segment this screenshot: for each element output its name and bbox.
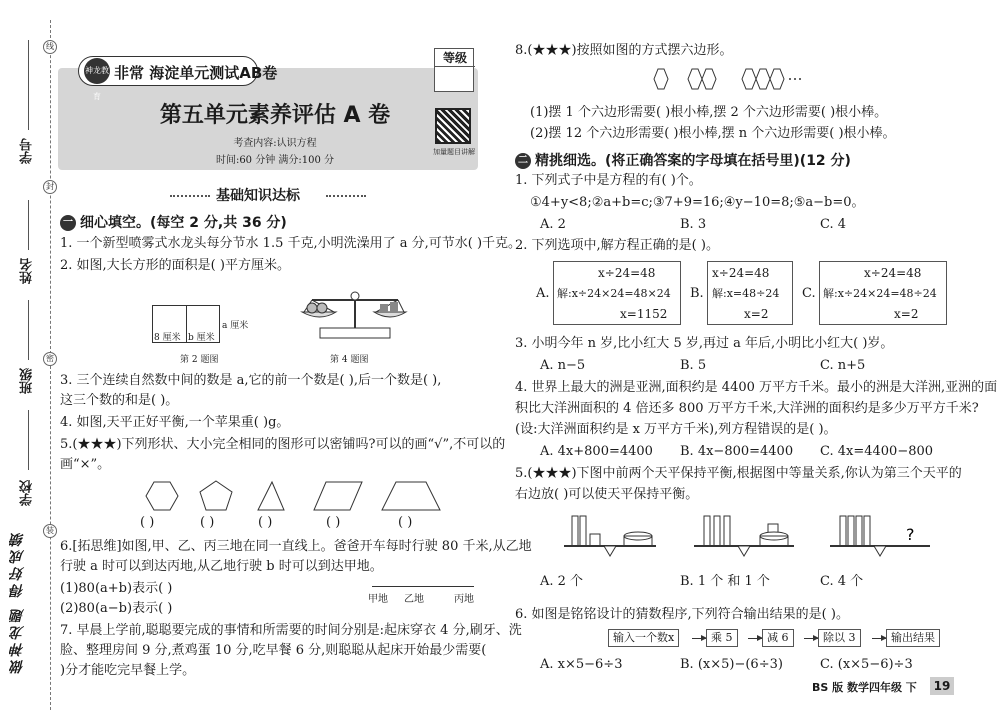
grade-box <box>434 48 474 92</box>
option: C. n+5 <box>820 358 866 373</box>
option-label: B. <box>690 286 704 301</box>
question-7-cont: 脸、整理房间 9 分,煮鸡蛋 10 分,吃早餐 6 分,则聪聪从起床开始最少需要( <box>60 643 487 658</box>
question-7-cont-2: )分才能吃完早餐上学。 <box>60 663 196 678</box>
question-3: 3. 三个连续自然数中间的数是 a,它的前一个数是( ),后一个数是( ), <box>60 373 442 388</box>
section-number: 一 <box>60 215 76 231</box>
question-8-part-2: (2)摆 12 个六边形需要( )根小棒,摆 n 个六边形需要( )根小棒。 <box>530 126 896 141</box>
series-name: 非常 海淀单元测试AB卷 <box>114 64 278 82</box>
fig2-width-label: 8 厘米 <box>154 333 181 343</box>
option: B. 5 <box>680 358 707 373</box>
question-6-part-1: (1)80(a+b)表示( ) <box>60 581 173 596</box>
choice-5: 5.(★★★)下图中前两个天平保持平衡,根据图中等量关系,你认为第三个天平的 <box>515 466 962 481</box>
margin-circle: 装 <box>43 524 57 538</box>
option: C. 4 <box>820 217 847 232</box>
choice-2: 2. 下列选项中,解方程正确的是( )。 <box>515 238 719 253</box>
hexagon-icon <box>146 482 178 510</box>
slogan: 做神龙题 得好成绩 <box>10 530 26 674</box>
triangle-icon <box>258 482 284 510</box>
equation-line: 解:x÷24×24=48÷24 <box>823 287 937 300</box>
margin-label-school: 学校 <box>20 480 35 506</box>
option-label: C. <box>802 286 816 301</box>
option: A. x×5−6÷3 <box>540 657 623 672</box>
exam-meta: 时间:60 分钟 满分:100 分 <box>215 155 335 166</box>
program-step: 除以 3 <box>818 629 861 647</box>
question-6: 6.[拓思维]如图,甲、乙、丙三地在同一直线上。爸爸开车每时行驶 80 千米,从乙地 <box>60 539 532 554</box>
equation-line: x=2 <box>744 307 769 321</box>
answer-blank[interactable]: ( ) <box>140 515 155 530</box>
option: C. 4 个 <box>820 574 864 589</box>
question-7: 7. 早晨上学前,聪聪要完成的事情和所需要的时间分别是:起床穿衣 4 分,刷牙、洗 <box>60 623 522 638</box>
option: C. (x×5−6)÷3 <box>820 657 913 672</box>
option: B. (x×5)−(6÷3) <box>680 657 783 672</box>
deco-line <box>170 195 210 197</box>
svg-text:?: ? <box>906 525 915 544</box>
choice-4-cont: 积比大洋洲面积的 4 倍还多 800 万平方千米,大洋洲的面积约是多少万平方千米? <box>515 401 979 416</box>
pentagon-icon <box>200 481 232 510</box>
arrow-right-icon <box>804 638 818 639</box>
equation-line: 解:x÷24×24=48×24 <box>557 287 671 300</box>
page-title: 第五单元素养评估 A 卷 <box>159 103 391 128</box>
answer-blank[interactable]: ( ) <box>200 515 215 530</box>
question-1: 1. 一个新型喷雾式水龙头每分节水 1.5 千克,小明洗澡用了 a 分,可节水( )千克。 <box>60 236 522 251</box>
fig2-height-label: a 厘米 <box>222 321 249 331</box>
question-2: 2. 如图,大长方形的面积是( )平方厘米。 <box>60 258 290 273</box>
school-line <box>28 410 29 470</box>
tiling-shapes <box>136 478 476 514</box>
section-1-heading <box>60 212 287 232</box>
qr-code-icon <box>435 108 471 144</box>
arrow-right-icon <box>872 638 886 639</box>
equation-line: x=2 <box>894 307 919 321</box>
question-6-cont: 行驶 a 时可以到达丙地,从乙地行驶 b 时可以到达甲地。 <box>60 559 383 574</box>
balance-scale-icon <box>300 278 410 348</box>
balance-icon <box>694 516 794 556</box>
choice-4: 4. 世界上最大的洲是亚洲,面积约是 4400 万平方千米。最小的洲是大洋洲,亚洲的面 <box>515 380 998 395</box>
margin-label-name: 姓名 <box>20 258 35 284</box>
program-step: 输出结果 <box>886 629 940 647</box>
student-id-line <box>28 40 29 130</box>
edition-label: BS 版 数学四年级 下 <box>812 681 917 694</box>
margin-label-student-id: 学号 <box>20 138 35 164</box>
place-jia: 甲地 <box>368 594 388 605</box>
question-4: 4. 如图,天平正好平衡,一个苹果重( )g。 <box>60 415 290 430</box>
equation-line: x÷24=48 <box>712 266 770 280</box>
option: B. 4x−800=4400 <box>680 444 794 459</box>
trapezoid-icon <box>382 482 440 510</box>
question-5: 5.(★★★)下列形状、大小完全相同的图形可以密铺吗?可以的画“√”,不可以的 <box>60 437 506 452</box>
choice-3: 3. 小明今年 n 岁,比小红大 5 岁,再过 a 年后,小明比小红大( )岁。 <box>515 336 894 351</box>
page-number: 19 <box>930 677 954 695</box>
answer-blank[interactable]: ( ) <box>326 515 341 530</box>
balance-scales-figure <box>560 508 940 560</box>
margin-label-class: 班级 <box>20 368 35 394</box>
arrow-right-icon <box>692 638 706 639</box>
name-line <box>28 200 29 250</box>
option: C. 4x=4400−800 <box>820 444 934 459</box>
option: B. 3 <box>680 217 707 232</box>
distance-line <box>372 586 474 587</box>
option: A. 2 <box>540 217 566 232</box>
binding-margin <box>0 0 60 719</box>
balance-icon <box>830 516 930 556</box>
section-banner: 基础知识达标 <box>216 188 300 204</box>
grade-label: 等级 <box>435 49 475 67</box>
option: A. 4x+800=4400 <box>540 444 653 459</box>
section-number: 二 <box>515 153 531 169</box>
deco-line <box>326 195 366 197</box>
equation-line: x÷24=48 <box>864 266 922 280</box>
option: A. n−5 <box>540 358 586 373</box>
question-5-cont: 画“×”。 <box>60 457 111 472</box>
program-step: 乘 5 <box>706 629 738 647</box>
equation-line: x÷24=48 <box>598 266 656 280</box>
divider-line <box>186 305 187 343</box>
fig2-caption: 第 2 题图 <box>180 355 219 365</box>
margin-circle: 封 <box>43 180 57 194</box>
equation-line: x=1152 <box>620 307 668 321</box>
publisher-logo: 神龙教育 <box>84 58 110 84</box>
option: A. 2 个 <box>540 574 584 589</box>
choice-1: 1. 下列式子中是方程的有( )个。 <box>515 173 702 188</box>
choice-4-cont-2: (设:大洋洲面积约是 x 万平方千米),列方程错误的是( )。 <box>515 422 837 437</box>
question-3-cont: 这三个数的和是( )。 <box>60 393 179 408</box>
answer-blank[interactable]: ( ) <box>258 515 273 530</box>
parallelogram-icon <box>314 482 362 510</box>
section-title: 精挑细选。(将正确答案的字母填在括号里)(12 分) <box>535 153 851 169</box>
option-label: A. <box>536 286 550 301</box>
margin-circle: 线 <box>43 40 57 54</box>
qr-caption: 加量题目讲解 <box>433 148 475 156</box>
section-title: 细心填空。(每空 2 分,共 36 分) <box>80 215 287 231</box>
place-bing: 丙地 <box>454 594 474 605</box>
section-2-heading <box>515 150 851 170</box>
fig4-caption: 第 4 题图 <box>330 355 369 365</box>
question-8: 8.(★★★)按照如图的方式摆六边形。 <box>515 43 733 58</box>
program-step: 输入一个数x <box>608 629 679 647</box>
hexagon-sticks-figure <box>650 66 850 92</box>
exam-scope: 考查内容:认识方程 <box>233 138 317 149</box>
balance-icon <box>564 516 656 556</box>
margin-circle: 密 <box>43 352 57 366</box>
class-line <box>28 300 29 360</box>
option: B. 1 个 和 1 个 <box>680 574 770 589</box>
choice-5-cont: 右边放( )可以使天平保持平衡。 <box>515 487 699 502</box>
question-6-part-2: (2)80(a−b)表示( ) <box>60 601 173 616</box>
choice-6: 6. 如图是铭铭设计的猜数程序,下列符合输出结果的是( )。 <box>515 607 849 622</box>
answer-blank[interactable]: ( ) <box>398 515 413 530</box>
place-yi: 乙地 <box>404 594 424 605</box>
fig2-mid-label: b 厘米 <box>188 333 215 343</box>
arrow-right-icon <box>748 638 762 639</box>
equation-line: 解:x=48÷24 <box>712 287 780 300</box>
program-step: 减 6 <box>762 629 794 647</box>
choice-1-items: ①4+y<8;②a+b=c;③7+9=16;④y−10=8;⑤a−b=0。 <box>530 195 865 210</box>
question-8-part-1: (1)摆 1 个六边形需要( )根小棒,摆 2 个六边形需要( )根小棒。 <box>530 105 888 120</box>
